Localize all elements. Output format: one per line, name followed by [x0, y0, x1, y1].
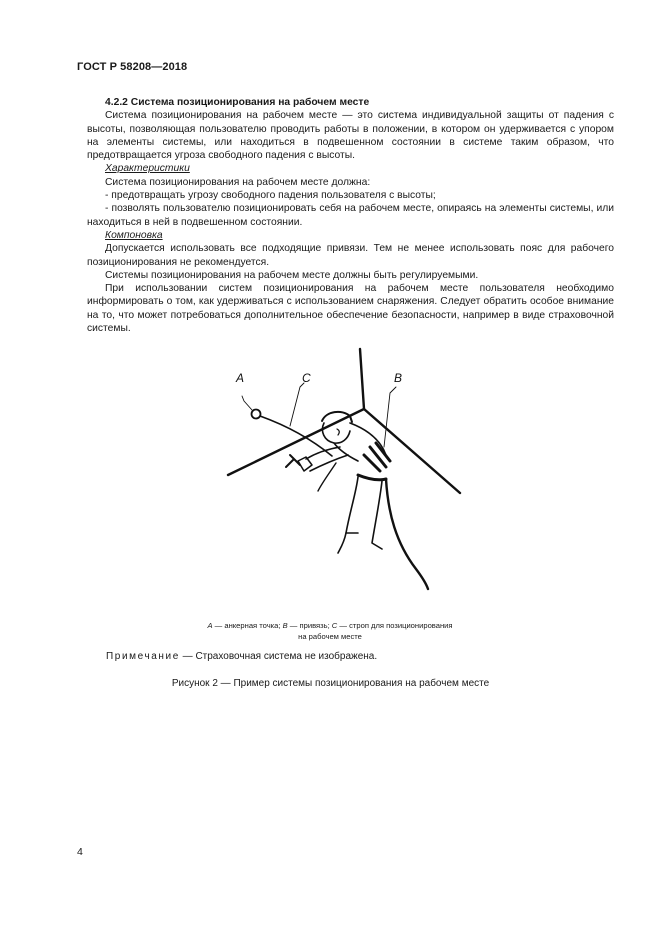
lanyard-rope: [260, 416, 332, 456]
characteristics-item: - позволять пользователю позиционировать себя на рабочем месте, опираясь на элементы системы, или находиться в ней в подвешенном состоянии.: [87, 203, 614, 228]
label-a: A: [236, 371, 245, 385]
characteristics-item: - предотвращать угрозу свободного падения пользователя с высоты;: [105, 190, 436, 202]
section-content: [87, 96, 614, 335]
worker-ear: [337, 429, 339, 435]
note-text: — Страховочная система не изображена.: [179, 651, 378, 662]
page-number: 4: [77, 846, 83, 858]
label-c: C: [302, 371, 311, 385]
characteristics-intro: Система позиционирования на рабочем месте должна:: [105, 176, 371, 188]
positioning-system-illustration: [190, 343, 490, 613]
anchor-ring: [252, 410, 261, 419]
figure-caption: Рисунок 2 — Пример системы позиционирования на рабочем месте: [171, 678, 490, 689]
worker-leg-back: [372, 481, 382, 549]
layout-paragraph: При использовании систем позиционирования на рабочем месте пользователя необходимо информировать о том, как удерживаться с использованием снаряжения. Следует обратить особое внимание на то, что может потребоваться дополнительное обеспечение безопасности, например в виде страховочной системы.: [87, 283, 614, 335]
section-title: 4.2.2 Система позиционирования на рабочем месте: [105, 97, 370, 108]
legend-b-letter: B: [282, 621, 288, 630]
document-header: ГОСТ Р 58208—2018: [77, 61, 188, 73]
harness-leader: [384, 387, 396, 447]
legend-c-text: — строп для позиционирования: [337, 621, 453, 630]
anchor-leader: [242, 396, 252, 410]
legend-c-letter: C: [331, 621, 338, 630]
figure-note: [106, 651, 377, 662]
layout-paragraph: Допускается использовать все подходящие привязи. Тем не менее использовать пояс для рабочего позиционирования не рекомендуется.: [87, 243, 614, 268]
legend-a-text: — анкерная точка;: [212, 621, 283, 630]
legend-b-text: — привязь;: [287, 621, 332, 630]
harness-belt: [358, 475, 386, 480]
worker-leg-front: [346, 477, 358, 533]
harness-straps: [364, 443, 390, 471]
layout-heading: Компоновка: [105, 229, 163, 241]
label-b: B: [394, 371, 403, 385]
worker-forearm-2: [318, 463, 336, 491]
wall-edge-left: [228, 409, 364, 475]
figure-legend: [150, 620, 510, 642]
worker-arm-lower: [310, 455, 348, 471]
lanyard-leader: [290, 383, 304, 426]
support-rope: [386, 479, 428, 589]
note-label: Примечание: [106, 651, 180, 662]
definition-paragraph: Система позиционирования на рабочем месте — это система индивидуальной защиты от падения с высоты, позволяющая пользователю проводить работы в положении, в котором он удерживается с упором на элементы системы, или находиться в подвешенном состоянии в системе таким образом, что предотвращается угроза свободного падения с высоты.: [87, 110, 614, 162]
worker-shin: [338, 533, 346, 553]
legend-line2: на рабочем месте: [298, 632, 362, 641]
legend-a-letter: A: [207, 621, 213, 630]
wall-edge-top: [360, 349, 364, 409]
characteristics-heading: Характеристики: [105, 163, 190, 175]
layout-paragraph: Системы позиционирования на рабочем месте должны быть регулируемыми.: [105, 269, 479, 281]
